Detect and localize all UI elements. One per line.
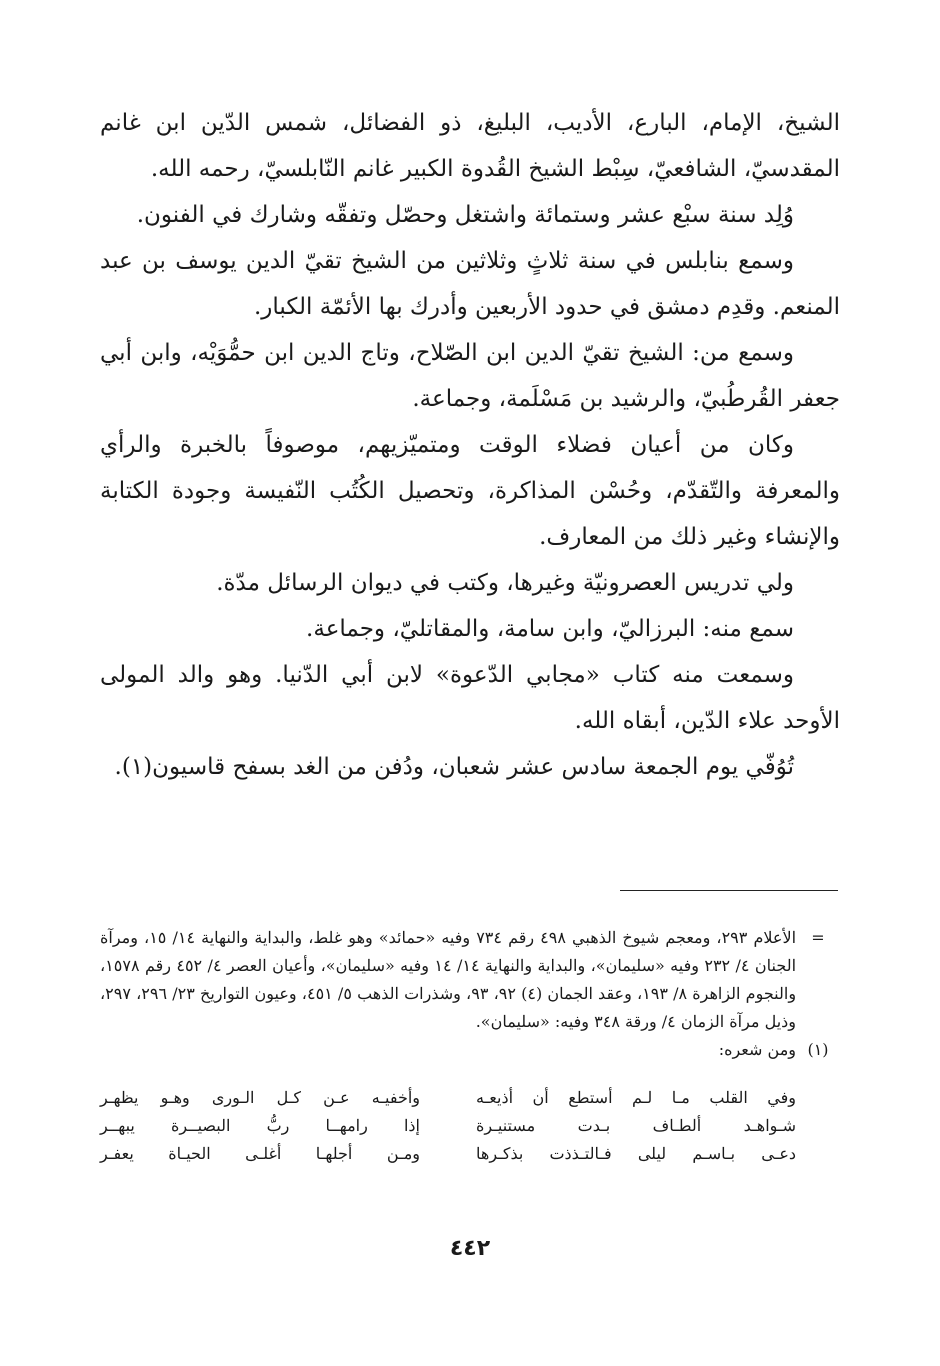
footnotes <box>100 924 840 1168</box>
paragraph: وسمع بنابلس في سنة ثلاثٍ وثلاثين من الشيخ تقيّ الدين يوسف بن عبد المنعم. وقدِم دمشق في حدود الأربعين وأدرك بها الأئمّة الكبار. <box>100 248 840 320</box>
poem <box>100 1084 796 1168</box>
paragraph: سمع منه: البرزاليّ، وابن سامة، والمقاتليّ، وجماعة. <box>306 616 794 642</box>
verse-first-hemistich: دعـى بـاسـم ليلى فـالتـذذت بذكـرها <box>476 1144 796 1163</box>
verse-first-hemistich: شـواهـد ألطـاف بـدت مستنيـرة <box>476 1116 796 1135</box>
footnote-separator <box>620 890 838 891</box>
paragraph: وسمع من: الشيخ تقيّ الدين ابن الصّلاح، وتاج الدين ابن حمُّوَيْه، وابن أبي جعفر القُرطُبيّ، والرشيد بن مَسْلَمة، وجماعة. <box>100 340 840 412</box>
paragraph: وسمعت منه كتاب «مجابي الدّعوة» لابن أبي الدّنيا. وهو والد المولى الأوحد علاء الدّين، أبقاه الله. <box>100 662 840 734</box>
paragraph: الشيخ، الإمام، البارع، الأديب، البليغ، ذو الفضائل، شمس الدّين ابن غانم المقدسيّ، الشافعيّ، سِبْط الشيخ القُدوة الكبير غانم النّابلسيّ، رحمه الله. <box>100 110 840 182</box>
footnote-text: ومن شعره: <box>718 1040 796 1059</box>
verse-second-hemistich: ومـن أجلهـا أغلـى الحيـاة يعفـر <box>100 1144 420 1163</box>
verse-second-hemistich: وأخفيـه عـن كـل الـورى وهـو يظهـر <box>100 1088 420 1107</box>
paragraph: وُلِد سنة سبْع عشر وستمائة واشتغل وحصّل وتفقّه وشارك في الفنون. <box>136 202 794 228</box>
main-text <box>100 100 840 790</box>
poem-verse <box>100 1112 796 1140</box>
footnote-text: الأعلام ٢٩٣، ومعجم شيوخ الذهبي ٤٩٨ رقم ٧٣٤ وفيه «حمائد» وهو غلط، والبداية والنهاية ١٤/ ١٥، ومرآة الجنان ٤/ ٢٣٢ وفيه «سليمان»، والبداية والنهاية ١٤/ ١٤ وفيه «سليمان»، وأعيان العصر ٤/ ٤٥٢ رقم ١٥٧٨، والنجوم الزاهرة ٨/ ١٩٣، وعقد الجمان (٤) ٩٢، ٩٣، وشذرات الذهب ٥/ ٤٥١، وعيون التواريخ ٢٣/ ٢٩٦، ٢٩٧، وذيل مرآة الزمان ٤/ ورقة ٣٤٨ وفيه: «سليمان». <box>100 928 797 1031</box>
paragraph: وكان من أعيان فضلاء الوقت ومتميّزيهم، موصوفاً بالخبرة والرأي والمعرفة والتّقدّم، وحُسْن المذاكرة، وتحصيل الكُتُب النّفيسة وجودة الكتابة والإنشاء وغير ذلك من المعارف. <box>100 432 840 550</box>
verse-second-hemistich: إذا رامهــا ربُّ البصيــرة يبهــر <box>100 1116 420 1135</box>
verse-first-hemistich: وفي القلب مـا لـم أستطع أن أذيعـه <box>476 1088 796 1107</box>
poem-verse <box>100 1084 796 1112</box>
page-number: ٤٤٢ <box>449 1236 491 1261</box>
footnote-continuation <box>100 924 840 1036</box>
paragraph: ولي تدريس العصرونيّة وغيرها، وكتب في ديوان الرسائل مدّة. <box>216 570 794 596</box>
paragraph: تُوُفّي يوم الجمعة سادس عشر شعبان، ودُفن من الغد بسفح قاسيون(١). <box>114 754 794 780</box>
poem-verse <box>100 1140 796 1168</box>
continuation-mark: = <box>811 928 825 947</box>
footnote-1 <box>100 1036 840 1064</box>
footnote-number: (١) <box>807 1040 829 1059</box>
